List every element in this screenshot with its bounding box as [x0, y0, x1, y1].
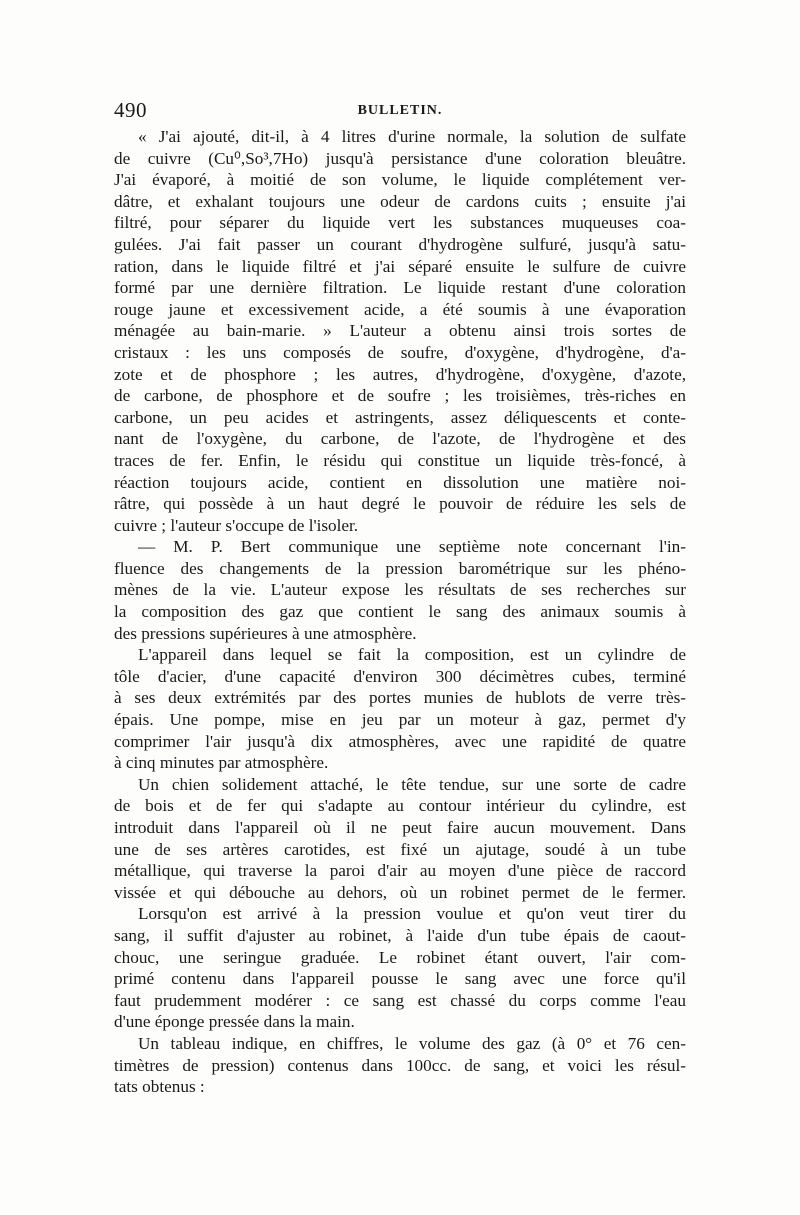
- text-line: tôle d'acier, d'une capacité d'environ 300 décimètres cubes, terminé: [114, 666, 686, 686]
- text-line: métallique, qui traverse la paroi d'air au moyen d'une pièce de raccord: [114, 861, 686, 881]
- text-line: carbone, un peu acides et astringents, assez déliquescents et conte-: [114, 407, 686, 427]
- text-line: filtré, pour séparer du liquide vert les substances muqueuses coa-: [114, 213, 686, 233]
- text-line: dâtre, et exhalant toujours une odeur de cardons cuits ; ensuite j'ai: [114, 191, 686, 211]
- text-line: ménagée au bain-marie. » L'auteur a obtenu ainsi trois sortes de: [114, 321, 686, 341]
- text-line: cuivre ; l'auteur s'occupe de l'isoler.: [114, 515, 359, 535]
- text-line: Un tableau indique, en chiffres, le volume des gaz (à 0° et 76 cen-: [138, 1033, 686, 1053]
- text-line: de bois et de fer qui s'adapte au contour intérieur du cylindre, est: [114, 796, 686, 816]
- text-line: traces de fer. Enfin, le résidu qui constitue un liquide très-foncé, à: [114, 450, 686, 470]
- text-line: vissée et qui débouche au dehors, où un robinet permet de le fermer.: [114, 882, 686, 902]
- text-line: mènes de la vie. L'auteur expose les résultats de ses recherches sur: [114, 580, 686, 600]
- text-line: Lorsqu'on est arrivé à la pression voulue et qu'on veut tirer du: [138, 904, 686, 924]
- text-line: réaction toujours acide, contient en dissolution une matière noi-: [114, 472, 686, 492]
- text-line: d'une éponge pressée dans la main.: [114, 1012, 355, 1032]
- text-line: râtre, qui possède à un haut degré le pouvoir de réduire les sels de: [114, 494, 686, 514]
- text-line: de cuivre (Cu⁰,So³,7Ho) jusqu'à persistance d'une coloration bleuâtre.: [114, 148, 686, 168]
- text-line: à cinq minutes par atmosphère.: [114, 753, 329, 773]
- running-head: BULLETIN.: [357, 103, 443, 118]
- text-line: des pressions supérieures à une atmosphère.: [114, 623, 417, 643]
- text-line: la composition des gaz que contient le sang des animaux soumis à: [114, 602, 686, 622]
- text-line: « J'ai ajouté, dit-il, à 4 litres d'urine normale, la solution de sulfate: [138, 127, 686, 146]
- text-line: une de ses artères carotides, est fixé un ajutage, soudé à un tube: [114, 839, 686, 859]
- text-line: J'ai évaporé, à moitié de son volume, le liquide complétement ver-: [114, 170, 686, 190]
- text-line: cristaux : les uns composés de soufre, d'oxygène, d'hydrogène, d'a-: [114, 342, 686, 362]
- text-line: gulées. J'ai fait passer un courant d'hydrogène sulfuré, jusqu'à satu-: [114, 234, 686, 254]
- body-text: [114, 126, 686, 1098]
- text-line: Un chien solidement attaché, le tête tendue, sur une sorte de cadre: [138, 774, 686, 794]
- text-line: nant de l'oxygène, du carbone, de l'azote, de l'hydrogène et des: [114, 429, 686, 449]
- text-line: faut prudemment modérer : ce sang est chassé du corps comme l'eau: [114, 990, 686, 1010]
- text-line: fluence des changements de la pression barométrique sur les phéno-: [114, 558, 686, 578]
- text-line: rouge jaune et excessivement acide, a été soumis à une évaporation: [114, 299, 686, 319]
- text-line: — M. P. Bert communique une septième note concernant l'in-: [138, 537, 686, 557]
- text-line: sang, il suffit d'ajuster au robinet, à l'aide d'un tube épais de caout-: [114, 925, 686, 945]
- text-line: L'appareil dans lequel se fait la composition, est un cylindre de: [138, 645, 686, 665]
- text-line: chouc, une seringue graduée. Le robinet étant ouvert, l'air com-: [114, 947, 686, 967]
- text-line: tats obtenus :: [114, 1077, 205, 1097]
- text-line: introduit dans l'appareil où il ne peut faire aucun mouvement. Dans: [114, 818, 686, 837]
- text-line: comprimer l'air jusqu'à dix atmosphères, avec une rapidité de quatre: [114, 731, 686, 751]
- text-line: épais. Une pompe, mise en jeu par un moteur à gaz, permet d'y: [114, 710, 686, 730]
- page-number: 490: [114, 98, 147, 122]
- text-line: de carbone, de phosphore et de soufre ; les troisièmes, très-riches en: [114, 386, 686, 406]
- text-line: primé contenu dans l'appareil pousse le sang avec une force qu'il: [114, 969, 686, 989]
- text-line: formé par une dernière filtration. Le liquide restant d'une coloration: [114, 278, 686, 298]
- text-line: ration, dans le liquide filtré et j'ai séparé ensuite le sulfure de cuivre: [114, 256, 686, 276]
- text-line: zote et de phosphore ; les autres, d'hydrogène, d'oxygène, d'azote,: [114, 364, 686, 384]
- page-header: [114, 98, 686, 128]
- text-line: timètres de pression) contenus dans 100cc. de sang, et voici les résul-: [114, 1055, 686, 1075]
- text-line: à ses deux extrémités par des portes munies de hublots de verre très-: [114, 688, 686, 708]
